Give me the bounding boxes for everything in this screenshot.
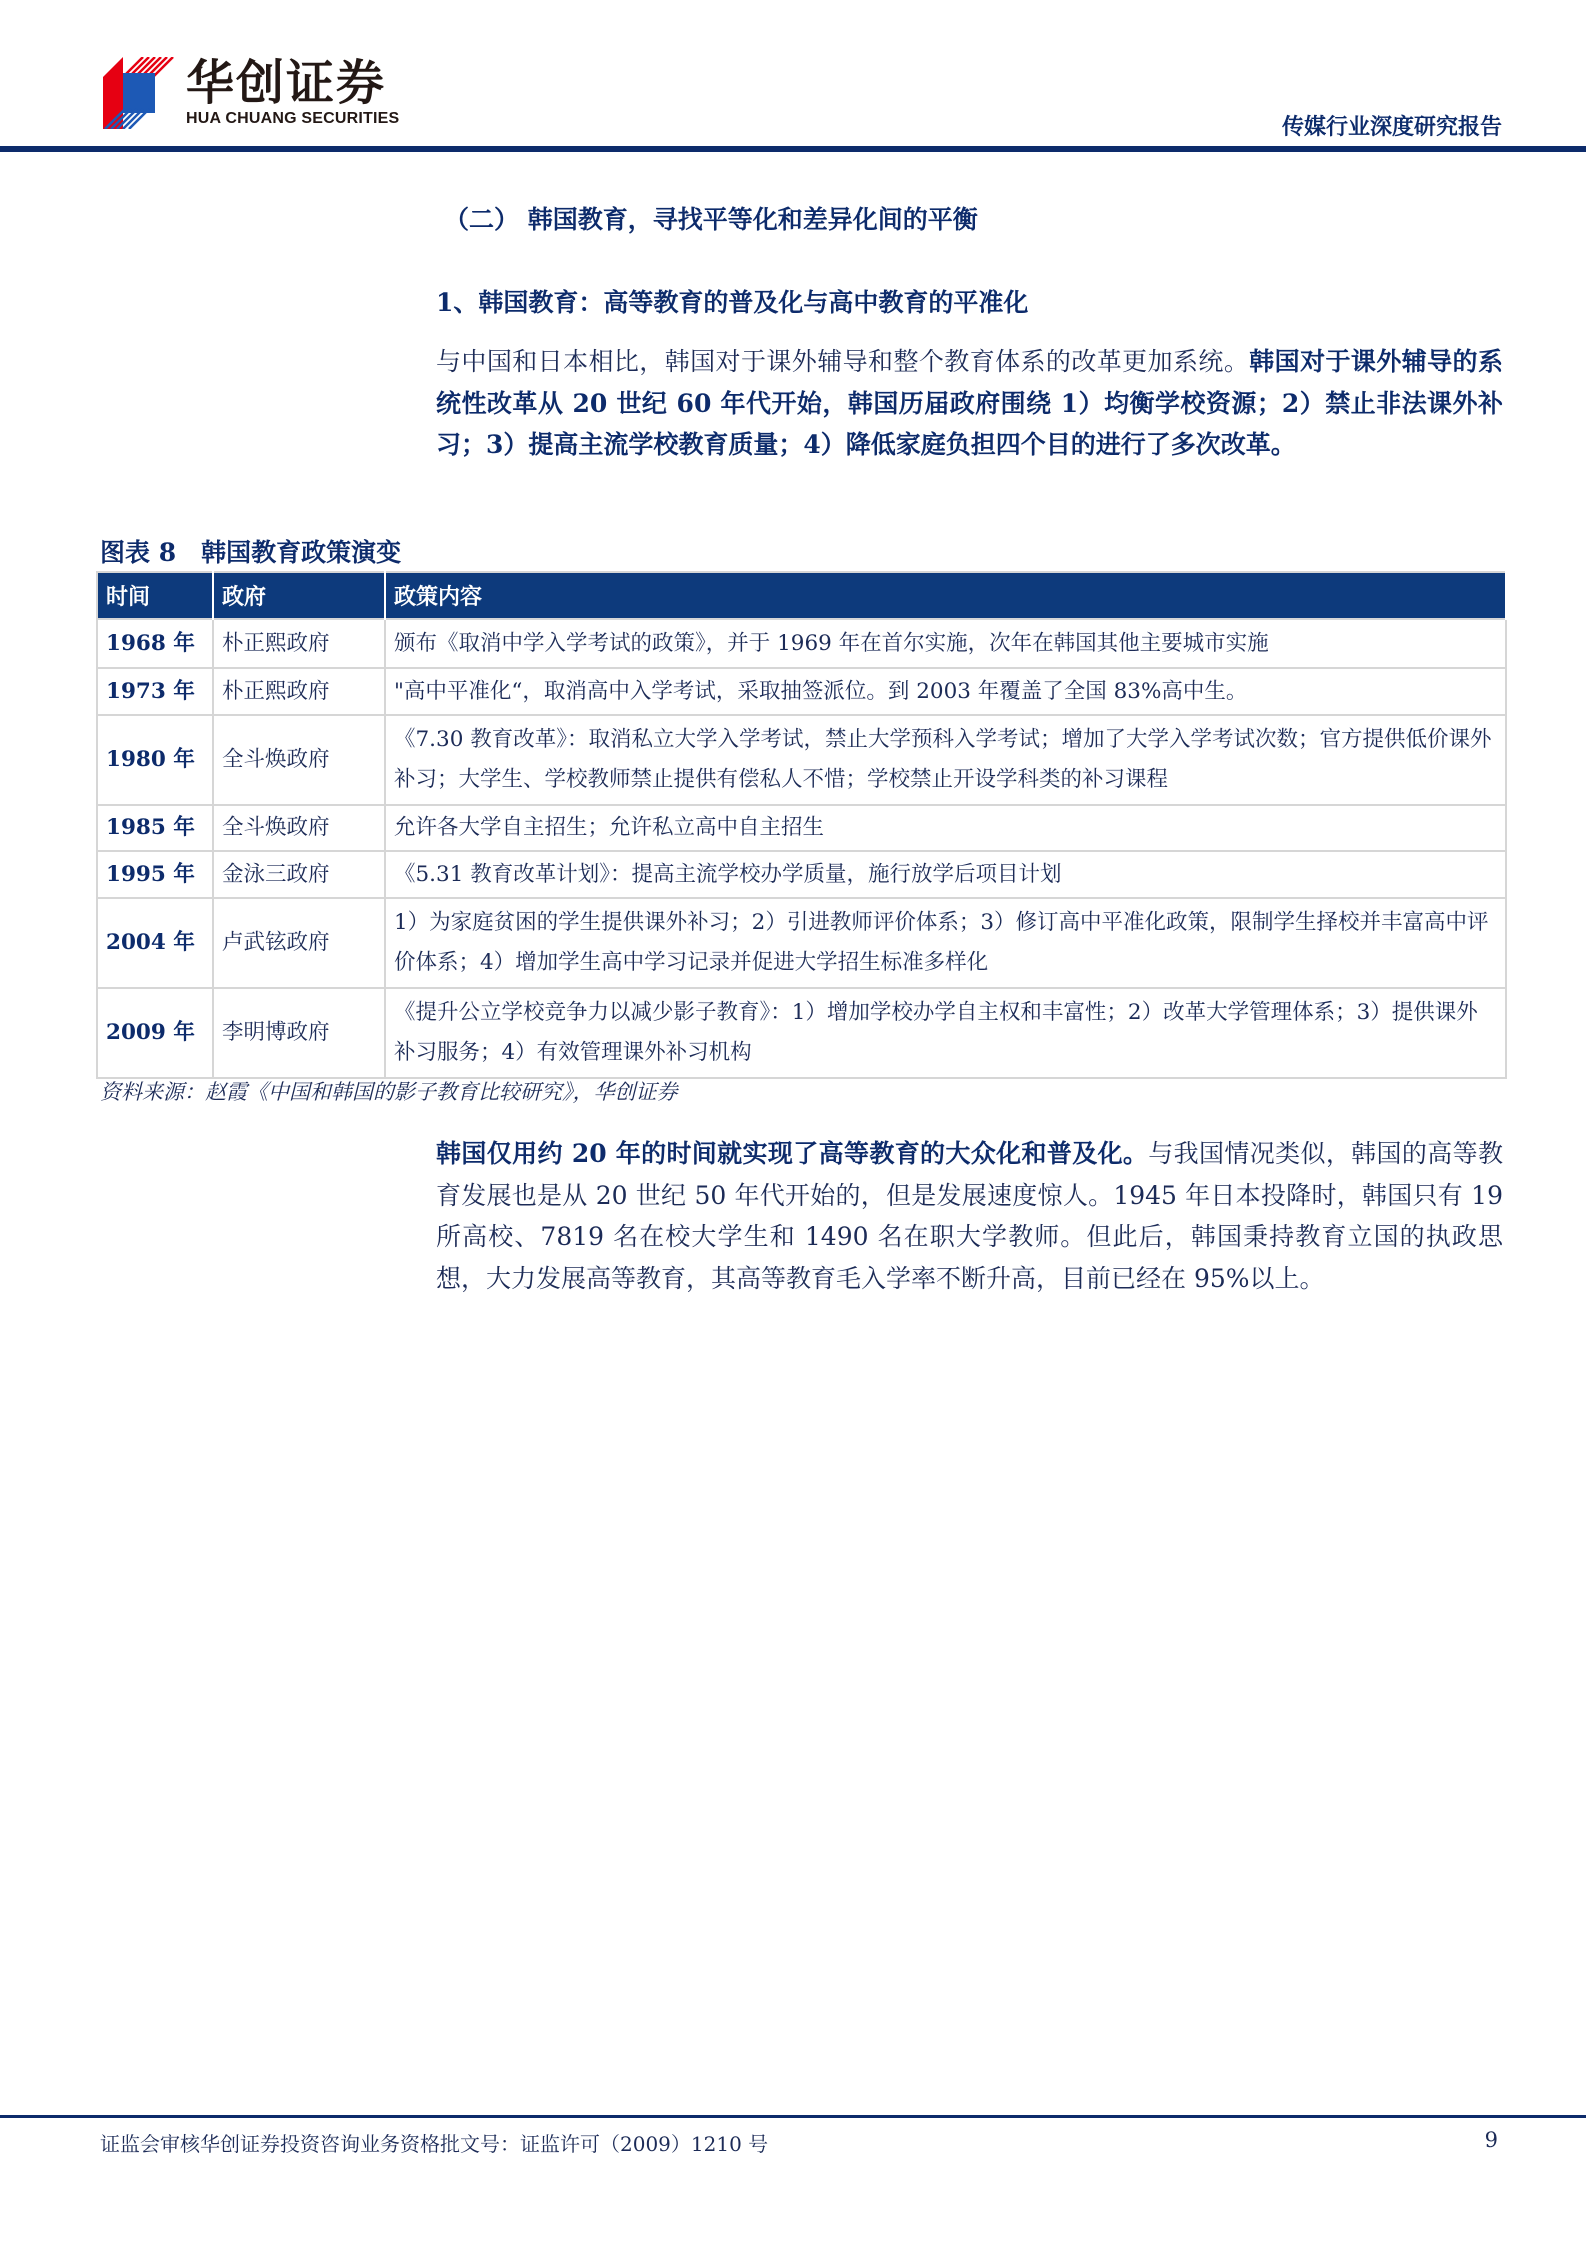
table-row	[97, 715, 1506, 805]
footer-license-text: 证监会审核华创证券投资咨询业务资格批文号：证监许可（2009）1210 号	[100, 2132, 769, 2156]
cell-year: 2004 年	[97, 898, 213, 988]
cell-policy: "高中平准化“，取消高中入学考试，采取抽签派位。到 2003 年覆盖了全国 83%高中生。	[385, 668, 1506, 715]
cell-government: 全斗焕政府	[213, 805, 385, 851]
logo-english-name: HUA CHUANG SECURITIES	[186, 110, 400, 127]
cell-policy: 颁布《取消中学入学考试的政策》，并于 1969 年在首尔实施，次年在韩国其他主要城市实施	[385, 619, 1506, 668]
cell-government: 金泳三政府	[213, 851, 385, 898]
table-header-row	[97, 572, 1506, 619]
paragraph-text: 与中国和日本相比，韩国对于课外辅导和整个教育体系的改革更加系统。	[436, 347, 1250, 376]
header-divider	[0, 146, 1586, 152]
column-header-time: 时间	[97, 572, 213, 619]
cell-year: 1973 年	[97, 668, 213, 715]
table-row	[97, 898, 1506, 988]
cell-year: 1968 年	[97, 619, 213, 668]
page-number: 9	[1484, 2128, 1498, 2152]
policy-table	[96, 571, 1507, 1079]
paragraph-emphasis: 韩国仅用约 20 年的时间就实现了高等教育的大众化和普及化。	[436, 1139, 1149, 1168]
cell-policy: 《7.30 教育改革》：取消私立大学入学考试，禁止大学预科入学考试；增加了大学入学考试次数；官方提供低价课外补习；大学生、学校教师禁止提供有偿私人不惜；学校禁止开设学科类的补习课程	[385, 715, 1506, 805]
cell-policy: 《提升公立学校竞争力以减少影子教育》：1）增加学校办学自主权和丰富性；2）改革大学管理体系；3）提供课外补习服务；4）有效管理课外补习机构	[385, 988, 1506, 1078]
cell-year: 1995 年	[97, 851, 213, 898]
footer-divider	[0, 2115, 1586, 2118]
section-heading: （二） 韩国教育，寻找平等化和差异化间的平衡	[444, 205, 978, 234]
table-row	[97, 619, 1506, 668]
column-header-policy: 政策内容	[385, 572, 1506, 619]
cell-year: 1985 年	[97, 805, 213, 851]
paragraph-emphasis: 韩国对于课外辅导的系统性改革从 20 世纪 60 年代开始，韩国历届政府围绕 1）均衡学校资源；2）禁止非法课外补习；3）提高主流学校教育质量；4）降低家庭负担四个目的进行了多次改革。	[436, 347, 1503, 459]
logo-icon	[103, 57, 175, 129]
cell-government: 李明博政府	[213, 988, 385, 1078]
cell-government: 朴正熙政府	[213, 619, 385, 668]
cell-policy: 允许各大学自主招生；允许私立高中自主招生	[385, 805, 1506, 851]
cell-government: 全斗焕政府	[213, 715, 385, 805]
figure-title: 图表 8 韩国教育政策演变	[100, 538, 402, 567]
logo-chinese-name: 华创证券	[186, 55, 387, 111]
cell-government: 卢武铉政府	[213, 898, 385, 988]
paragraph-intro	[436, 341, 1503, 466]
table-row	[97, 988, 1506, 1078]
table-row	[97, 851, 1506, 898]
figure-source: 资料来源：赵霞《中国和韩国的影子教育比较研究》，华创证券	[100, 1080, 678, 1104]
cell-year: 1980 年	[97, 715, 213, 805]
table-row	[97, 805, 1506, 851]
paragraph-higher-education	[436, 1133, 1503, 1299]
column-header-government: 政府	[213, 572, 385, 619]
table-row	[97, 668, 1506, 715]
report-type-label: 传媒行业深度研究报告	[1281, 114, 1502, 140]
cell-policy: 1）为家庭贫困的学生提供课外补习；2）引进教师评价体系；3）修订高中平准化政策，限制学生择校并丰富高中评价体系；4）增加学生高中学习记录并促进大学招生标准多样化	[385, 898, 1506, 988]
cell-government: 朴正熙政府	[213, 668, 385, 715]
sub-heading: 1、韩国教育：高等教育的普及化与高中教育的平准化	[436, 288, 1029, 317]
cell-year: 2009 年	[97, 988, 213, 1078]
paragraph-text: 与我国情况类似，韩国的高等教育发展也是从 20 世纪 50 年代开始的，但是发展速度惊人。1945 年日本投降时，韩国只有 19 所高校、7819 名在校大学生和 1490 名在职大学教师。但此后，韩国秉持教育立国的执政思想，大力发展高等教育，其高等教育毛入学率不断升高，目前已经在 95%以上。	[436, 1139, 1503, 1293]
cell-policy: 《5.31 教育改革计划》：提高主流学校办学质量，施行放学后项目计划	[385, 851, 1506, 898]
